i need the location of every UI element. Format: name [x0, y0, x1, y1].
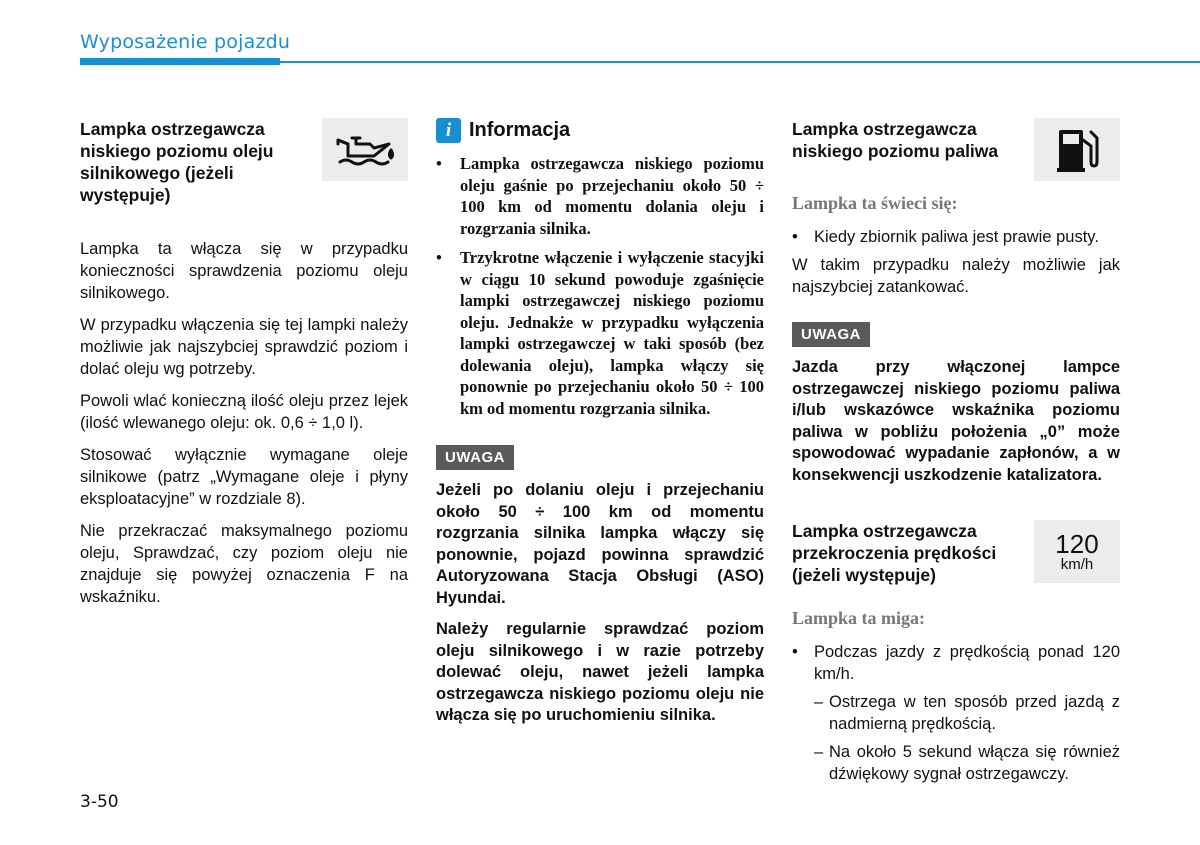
page-number: 3-50 [80, 792, 119, 812]
fuel-warning-title: Lampka ostrzegawcza niskiego poziomu paliwa [792, 119, 999, 161]
speed-warning-title: Lampka ostrzegawcza przekroczenia prędkości (jeżeli występuje) [792, 521, 997, 585]
info-icon: i [436, 118, 461, 143]
speed-limit-icon [1034, 520, 1120, 583]
speed-dash-item: – Na około 5 sekund włącza się również dźwiękowy sygnał ostrzegawczy. [814, 743, 1120, 783]
warning-label: UWAGA [792, 322, 870, 347]
page-header-title: Wyposażenie pojazdu [80, 31, 291, 53]
warning-paragraph: Należy regularnie sprawdzać poziom oleju silnikowego i w razie potrzeby dolewać oleju, nawet jeżeli lampka ostrzegawcza niskiego poziomu oleju nie włącza się po uruchomieniu silnika. [436, 620, 764, 724]
oil-paragraph: Lampka ta włącza się w przypadku konieczności sprawdzenia poziomu oleju silnikowego. [80, 240, 408, 302]
oil-paragraph: W przypadku włączenia się tej lampki należy możliwie jak najszybciej sprawdzić poziom i dolać oleju wg potrzeby. [80, 316, 408, 378]
info-bullet: • Lampka ostrzegawcza niskiego poziomu oleju gaśnie po przejechaniu około 50 ÷ 100 km od momentu dolania oleju i rozgrzania silnika. [436, 154, 764, 238]
oil-warning-title: Lampka ostrzegawcza niskiego poziomu oleju silnikowego (jeżeli występuje) [80, 119, 274, 205]
fuel-bullet: • Kiedy zbiornik paliwa jest prawie pusty. [792, 228, 1099, 246]
fuel-paragraph: W takim przypadku należy możliwie jak najszybciej zatankować. [792, 256, 1120, 296]
warning-label: UWAGA [436, 445, 514, 470]
warning-paragraph: Jeżeli po dolaniu oleju i przejechaniu około 50 ÷ 100 km od momentu rozgrzania silnika lampka włączy się ponownie, pojazd powinna sprawdzić Autoryzowana Stacja Obsługi (ASO) Hyundai. [436, 481, 764, 607]
speed-bullet: • Podczas jazdy z prędkością ponad 120 km/h. [792, 643, 1120, 683]
speed-icon-unit: km/h [1060, 555, 1094, 573]
oil-paragraph: Nie przekraczać maksymalnego poziomu oleju, Sprawdzać, czy poziom oleju nie znajduje się powyżej oznaczenia F na wskaźniku. [80, 522, 408, 606]
column-oil-warning [80, 118, 408, 618]
info-bullet: • Trzykrotne włączenie i wyłączenie stacyjki w ciągu 10 sekund powoduje zgaśnięcie lampki ostrzegawczej niskiego poziomu oleju. Jednakże w przypadku wyłączenia lampki ostrzegawczej w taki sposób (bez dolewania oleju), lampka włączy się ponownie po przejechaniu około 50 ÷ 100 km od momentu rozgrzania silnika. [436, 248, 764, 418]
speed-icon-value: 120 [1055, 528, 1099, 559]
oil-paragraph: Powoli wlać konieczną ilość oleju przez lejek (ilość wlewanego oleju: ok. 0,6 ÷ 1,0 l). [80, 392, 408, 432]
fuel-warning-paragraph: Jazda przy włączonej lampce ostrzegawczej niskiego poziomu paliwa i/lub wskazówce wskaźnika poziomu paliwa w pobliżu położenia „0” może spowodować wypadanie zapłonów, a w konsekwencji uszkodzenie katalizatora. [792, 358, 1120, 484]
fuel-subhead: Lampka ta świeci się: [792, 193, 958, 213]
fuel-pump-icon [1034, 118, 1120, 181]
info-title: Informacja [469, 119, 571, 141]
oil-can-icon [322, 118, 408, 181]
column-fuel-speed [792, 118, 1120, 791]
oil-paragraph: Stosować wyłącznie wymagane oleje silnikowe (patrz „Wymagane oleje i płyny eksploatacyjne” w rozdziale 8). [80, 446, 408, 508]
speed-dash-item: – Ostrzega w ten sposób przed jazdą z nadmierną prędkością. [814, 693, 1120, 733]
column-information [436, 118, 764, 737]
header-accent-bar [80, 58, 280, 65]
speed-subhead: Lampka ta miga: [792, 608, 926, 628]
